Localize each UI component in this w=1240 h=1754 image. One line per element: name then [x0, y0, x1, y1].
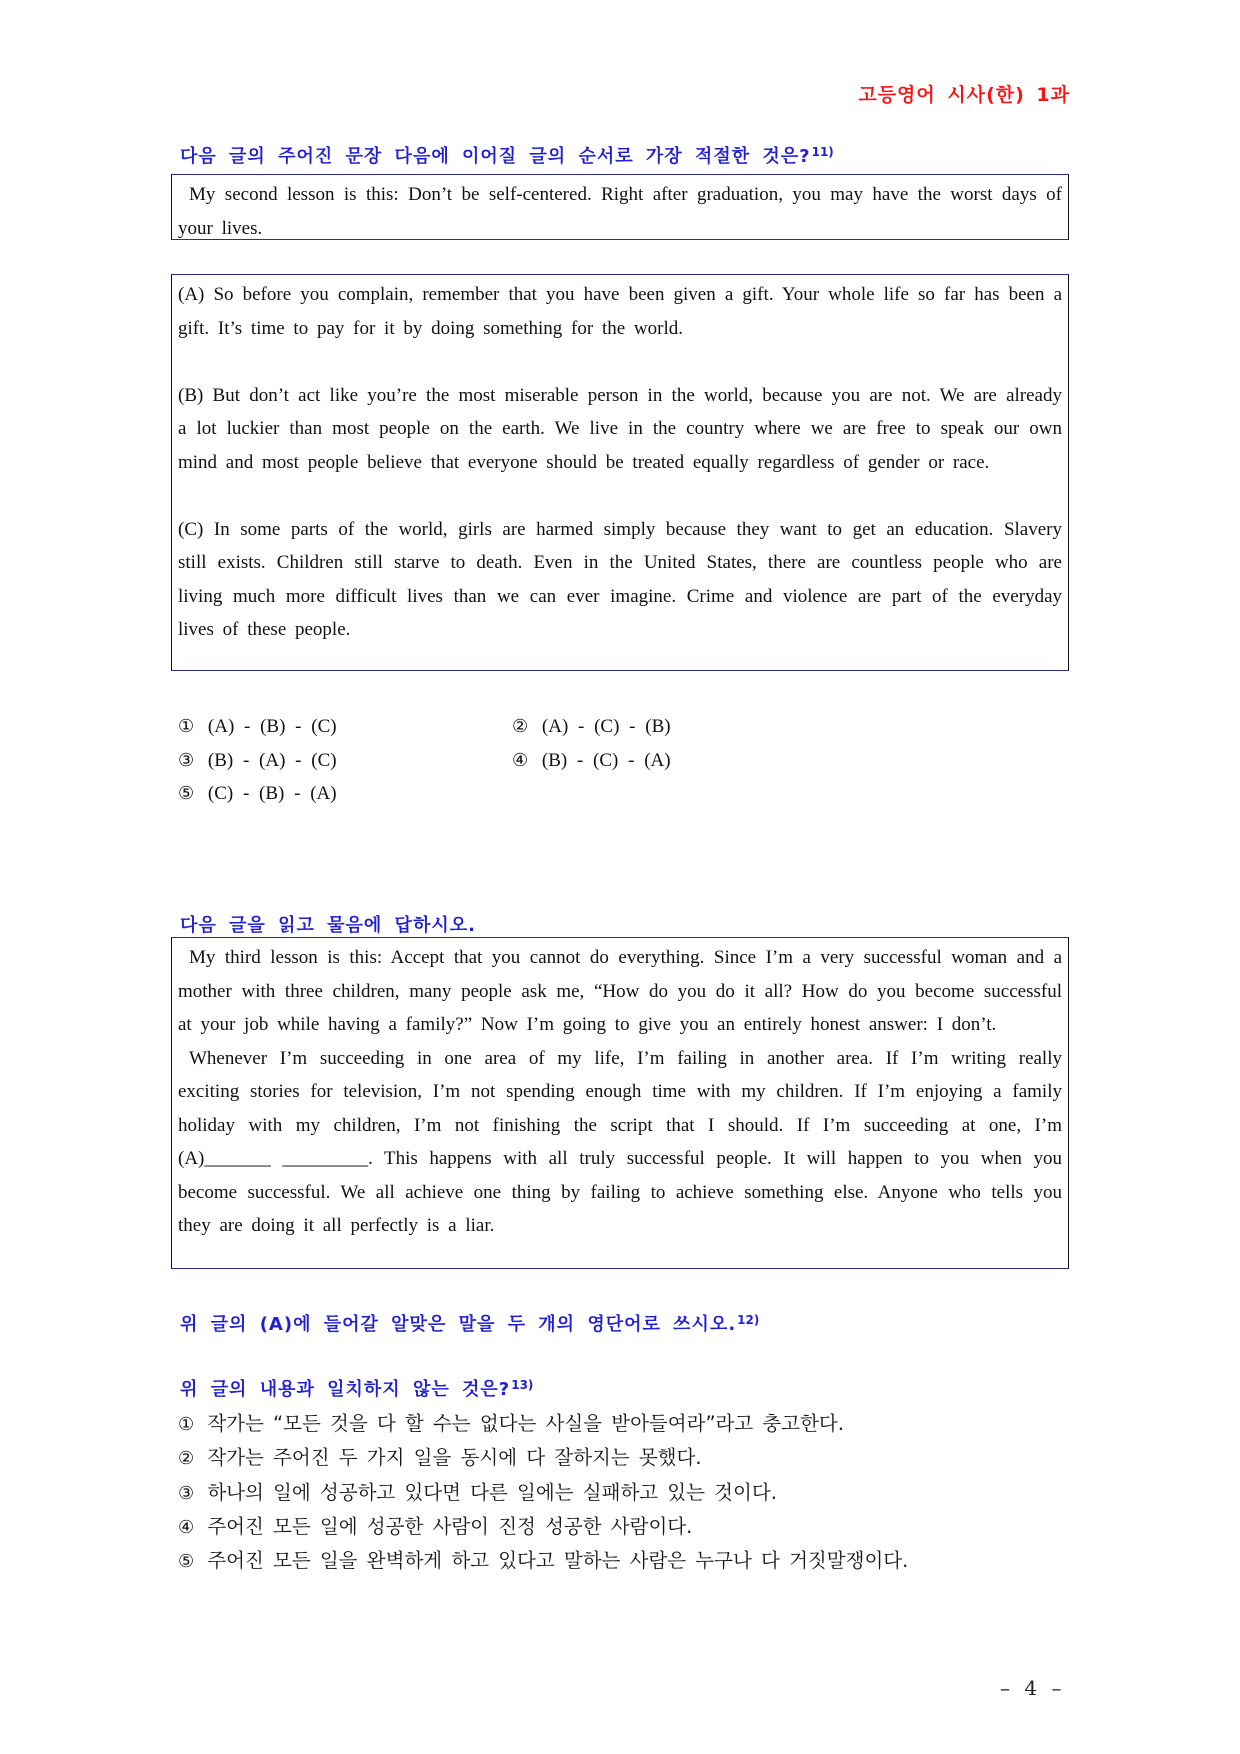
options-row	[178, 744, 878, 778]
option-1[interactable]	[178, 710, 512, 744]
circled-number-5: ⑤	[178, 783, 195, 804]
option-3-text: (B) - (A) - (C)	[207, 749, 337, 771]
options-row	[178, 777, 878, 811]
option-2[interactable]	[512, 710, 846, 744]
option-1-text: (A) - (B) - (C)	[207, 716, 337, 737]
question-11-heading	[180, 142, 834, 168]
passage-2-heading: 다음 글을 읽고 물음에 답하시오.	[180, 915, 476, 936]
option-3[interactable]	[178, 744, 512, 778]
circled-number-1: ①	[178, 716, 195, 737]
option-4-text: (B) - (C) - (A)	[541, 749, 671, 771]
passage-2-paragraph-1: My third lesson is this: Accept that you cannot do everything. Since I’m a very successful woman and a mother with three children, many people ask me, “How do you do it all? How do you become successful at your job while having a family?” Now I’m going to give you an entirely honest answer: I don’t.	[178, 947, 1062, 1035]
paragraph-c: (C) In some parts of the world, girls are harmed simply because they want to get an education. Slavery still exists. Children still starve to death. Even in the United States, there are countless people who are living much more difficult lives than we can ever imagine. Crime and violence are part of the everyday lives of these people.	[178, 518, 1062, 640]
option-3[interactable]	[178, 1476, 908, 1510]
option-4[interactable]	[178, 1510, 908, 1544]
option-5-text: (C) - (B) - (A)	[207, 783, 337, 804]
option-4-text: 주어진 모든 일에 성공한 사람이 진정 성공한 사람이다.	[207, 1514, 693, 1538]
question-12-heading	[180, 1310, 759, 1336]
circled-number-2: ②	[512, 716, 529, 737]
given-sentence-box	[171, 174, 1069, 240]
paragraph-spacer	[178, 479, 1062, 513]
paragraph-spacer	[178, 345, 1062, 379]
circled-number-3: ③	[178, 749, 195, 771]
question-13-heading	[180, 1375, 533, 1401]
option-5[interactable]	[178, 777, 512, 811]
document-header-title: 고등영어 시사(한) 1과	[858, 84, 1070, 106]
given-sentence: My second lesson is this: Don’t be self-centered. Right after graduation, you may have the worst days of your lives.	[178, 184, 1062, 239]
question-12-heading-text: 위 글의 (A)에 들어갈 알맞은 말을 두 개의 영단어로 쓰시오.	[180, 1314, 737, 1335]
question-11-heading-text: 다음 글의 주어진 문장 다음에 이어질 글의 순서로 가장 적절한 것은?	[180, 146, 811, 167]
option-2-text: 작가는 주어진 두 가지 일을 동시에 다 잘하지는 못했다.	[207, 1446, 702, 1470]
question-13-options	[178, 1407, 908, 1578]
ordering-paragraphs-box	[171, 274, 1069, 671]
option-1[interactable]	[178, 1407, 908, 1441]
passage-2-box	[171, 937, 1069, 1269]
option-5-text: 주어진 모든 일을 완벽하게 하고 있다고 말하는 사람은 누구나 다 거짓말쟁이다.	[207, 1549, 909, 1573]
footnote-marker-11: 11)	[811, 145, 834, 159]
circled-number-5: ⑤	[178, 1551, 195, 1573]
footnote-marker-12: 12)	[737, 1313, 760, 1327]
options-row	[178, 710, 878, 744]
paragraph-b: (B) But don’t act like you’re the most miserable person in the world, because you are not. We are already a lot luckier than most people on the earth. We live in the country where we are free to speak our own mind and most people believe that everyone should be treated equally regardless of gender or race.	[178, 384, 1062, 473]
passage-2-paragraph-2: Whenever I’m succeeding in one area of my life, I’m failing in another area. If I’m writing really exciting stories for television, I’m not spending enough time with my children. If I’m enjoying a family holiday with my children, I’m not finishing the script that I should. If I’m succeeding at one, I’m (A)_______ _________. This happens with all truly successful people. It will happen to you when you become successful. We all achieve one thing by failing to achieve something else. Anyone who tells you they are doing it all perfectly is a liar.	[178, 1047, 1062, 1236]
option-3-text: 하나의 일에 성공하고 있다면 다른 일에는 실패하고 있는 것이다.	[207, 1480, 777, 1504]
option-1-text: 작가는 “모든 것을 다 할 수는 없다는 사실을 받아들여라”라고 충고한다.	[207, 1412, 844, 1435]
option-4[interactable]	[512, 744, 846, 778]
circled-number-4: ④	[512, 749, 529, 771]
question-11-options	[178, 710, 878, 811]
option-2-text: (A) - (C) - (B)	[541, 716, 671, 737]
circled-number-1: ①	[178, 1414, 195, 1435]
option-5[interactable]	[178, 1544, 908, 1578]
question-13-heading-text: 위 글의 내용과 일치하지 않는 것은?	[180, 1379, 511, 1400]
footnote-marker-13: 13)	[511, 1378, 534, 1392]
circled-number-2: ②	[178, 1448, 195, 1470]
page-number: – 4 –	[1000, 1676, 1062, 1700]
circled-number-4: ④	[178, 1516, 195, 1538]
paragraph-a: (A) So before you complain, remember that you have been given a gift. Your whole life so far has been a gift. It’s time to pay for it by doing something for the world.	[178, 284, 1062, 339]
option-2[interactable]	[178, 1441, 908, 1475]
circled-number-3: ③	[178, 1482, 195, 1504]
